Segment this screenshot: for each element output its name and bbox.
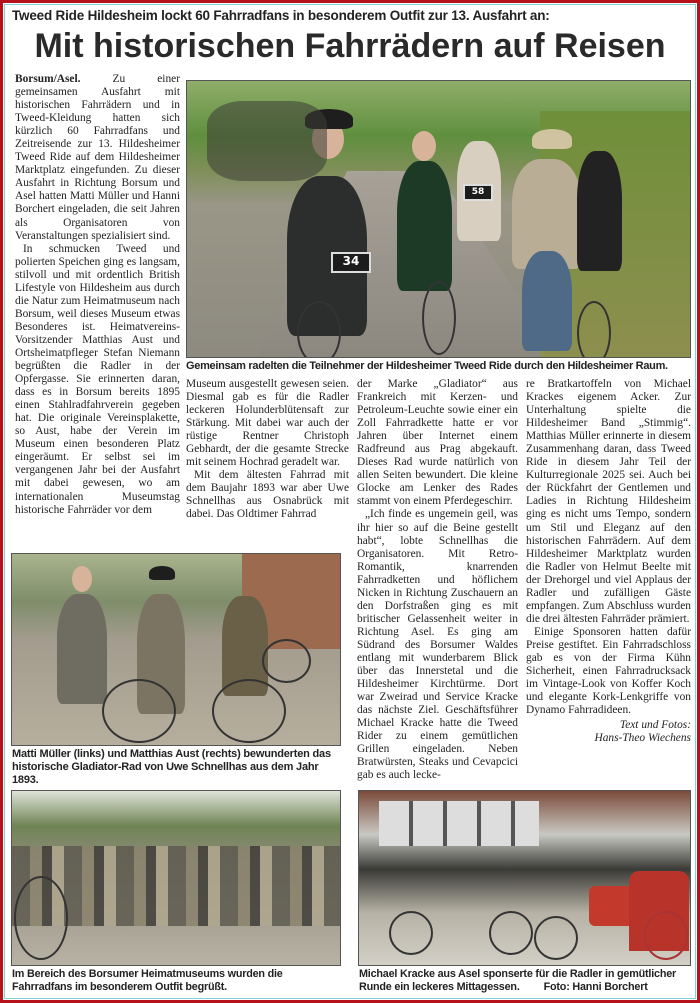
photo-gladiator-bike	[11, 553, 341, 746]
paragraph: Mit dem ältesten Fahrrad mit dem Baujahr 1893 war aber Uwe Schnellhas aus Osnabrück mit dabei. Das Oldtimer Fahrrad	[186, 469, 349, 521]
article-column-1	[15, 73, 180, 517]
page-title: Mit historischen Fahrrädern auf Reisen	[34, 27, 666, 65]
bike-number-plate: 34	[331, 252, 371, 273]
photo-caption	[359, 968, 689, 994]
author-credit	[526, 719, 691, 745]
photo-lunch-gathering	[358, 790, 691, 966]
photo-tweed-riders	[186, 80, 691, 358]
headline-block	[12, 7, 688, 66]
credit-label: Text und Fotos:	[619, 719, 691, 732]
credit-author: Hans-Theo Wiechens	[594, 732, 691, 745]
photo-caption: Gemeinsam radelten die Teilnehmer der Hildesheimer Tweed Ride durch den Hildesheimer Raum.	[186, 360, 668, 372]
paragraph: Zu einer gemeinsamen Ausfahrt mit historischen Fahrrädern und in Tweed-Kleidung hatten sich kürzlich 60 Fahrradfans und Zeitreisende zur 13. Hildesheimer Tweed Ride auf dem Hildesheimer Marktplatz eingefunden. Zu dieser Ausfahrt in Richtung Borsum und Asel hatten Matti Müller und Hanni Borchert eingeladen, die seit Jahren als Organisatoren von Veranstaltungen spezialisiert sind.	[15, 73, 180, 242]
paragraph: Museum ausgestellt gewesen seien. Diesmal gab es für die Radler leckeren Holunderblütensaft zur Stärkung. Mit dabei war auch der rüstige Rentner Christoph Gebhardt, der die gesamte Strecke mit seinem Hochrad geradelt war.	[186, 378, 349, 469]
photo-museum-group	[11, 790, 341, 966]
paragraph: In schmucken Tweed und polierten Speichen ging es langsam, stilvoll und mit ordentlich British Lifestyle von Hildesheim aus durch die Natur zum Heimatmuseum nach Borsum, weil dieses Museum etwas Besonderes ist. Heimatvereins-Vorsitzender Matthias Aust und Ortsheimatpfleger Stefan Niemann begrüßten die Radler in der Opfergasse. Sie erinnerten daran, dass es in Borsum bereits 1895 einen Stahlradfahrverein gegeben hat. Die originale Vereinsplakette, so Aust, habe der Verein im Museum einen besonderen Platz eingeräumt. Er selbst sei im vergangenen Jahr bei der Ausfahrt mit dabei gewesen, wo am internationalen Museumstag historische Fahrräder vor dem	[15, 242, 180, 516]
paragraph: Einige Sponsoren hatten dafür Preise gestiftet. Ein Fahrradschloss gab es von der Firma Kühn Sicherheit, einen Fahrradrucksack im Vintage-Look von Koffer Koch und elegante Kork-Lenkgriffe von Dynamo Fahrradideen.	[526, 625, 691, 717]
photo-credit: Foto: Hanni Borchert	[543, 981, 648, 993]
paragraph: der Marke „Gladiator“ aus Frankreich mit Kerzen- und Petroleum-Leuchte sowie einer ein Zoll Fahrradkette hatte er vor Jahren über Internet einem Radfreund aus Prag abgekauft. Dieses Rad wurde natürlich von allen Seiten bewundert. Die kleine Glocke am Lenker des Rades stammt von einem Pferdegeschirr.	[357, 378, 518, 508]
paragraph: „Ich finde es ungemein geil, was ihr hier so auf die Beine gestellt habt“, lobte Schnellhas die Organisatoren. Mit Retro-Romantik, knarrenden Fahrradketten und höflichem Nicken in Richtung Zuschauern an den Dorfstraßen ging es mit britischer Gelassenheit weiter in Richtung Asel. Es ging am Südrand des Borsumer Waldes entlang mit wunderbarem Blick über das Innerstetal und die Hildesheimer Kirchtürme. Dort war Zweirad und Service Kracke das nächste Ziel. Geschäftsführer Michael Kracke hatte die Tweed Rider zu einem gemütlichen Grillen eingeladen. Neben Bratwürsten, Steaks und Cevapcici gab es auch lecke-	[357, 508, 518, 782]
paragraph: re Bratkartoffeln von Michael Krackes eigenem Acker. Zur Unterhaltung spielte die Hildesheimer Band „Stimmig“. Matthias Müller erinnerte in diesem Zusammenhang daran, dass Tweed Ride in diesem Jahr Teil der Kulturregionale 2025 sei. Auch bei der Rückfahrt der Gentlemen und Ladies in Richtung Hildesheim ging es nicht ums Tempo, sondern um Stil und Eleganz auf den historischen Fahrrädern. Auf dem Hildesheimer Marktplatz wurden die Radler von Helmut Beelte mit der Drehorgel und viel Applaus der Radler und zufälligen Gäste empfangen. Zum Abschluss wurden die drei ältesten Fahrräder prämiert.	[526, 378, 691, 625]
kicker-headline: Tweed Ride Hildesheim lockt 60 Fahrradfans in besonderem Outfit zur 13. Ausfahrt an:	[12, 8, 550, 23]
photo-caption: Matti Müller (links) und Matthias Aust (rechts) bewunderten das historische Gladiator-Rad von Uwe Schnellhas aus dem Jahr 1893.	[12, 748, 331, 786]
caption-text: Michael Kracke aus Asel sponserte für die Radler in gemütlicher Runde ein leckeres Mittagessen.	[359, 968, 677, 993]
article-column-4	[526, 378, 691, 782]
dateline: Borsum/Asel.	[15, 73, 81, 85]
bike-number-plate: 58	[463, 184, 493, 201]
article-column-3	[357, 378, 518, 782]
photo-caption: Im Bereich des Borsumer Heimatmuseums wurden die Fahrradfans im besonderem Outfit begrüßt.	[12, 968, 283, 993]
